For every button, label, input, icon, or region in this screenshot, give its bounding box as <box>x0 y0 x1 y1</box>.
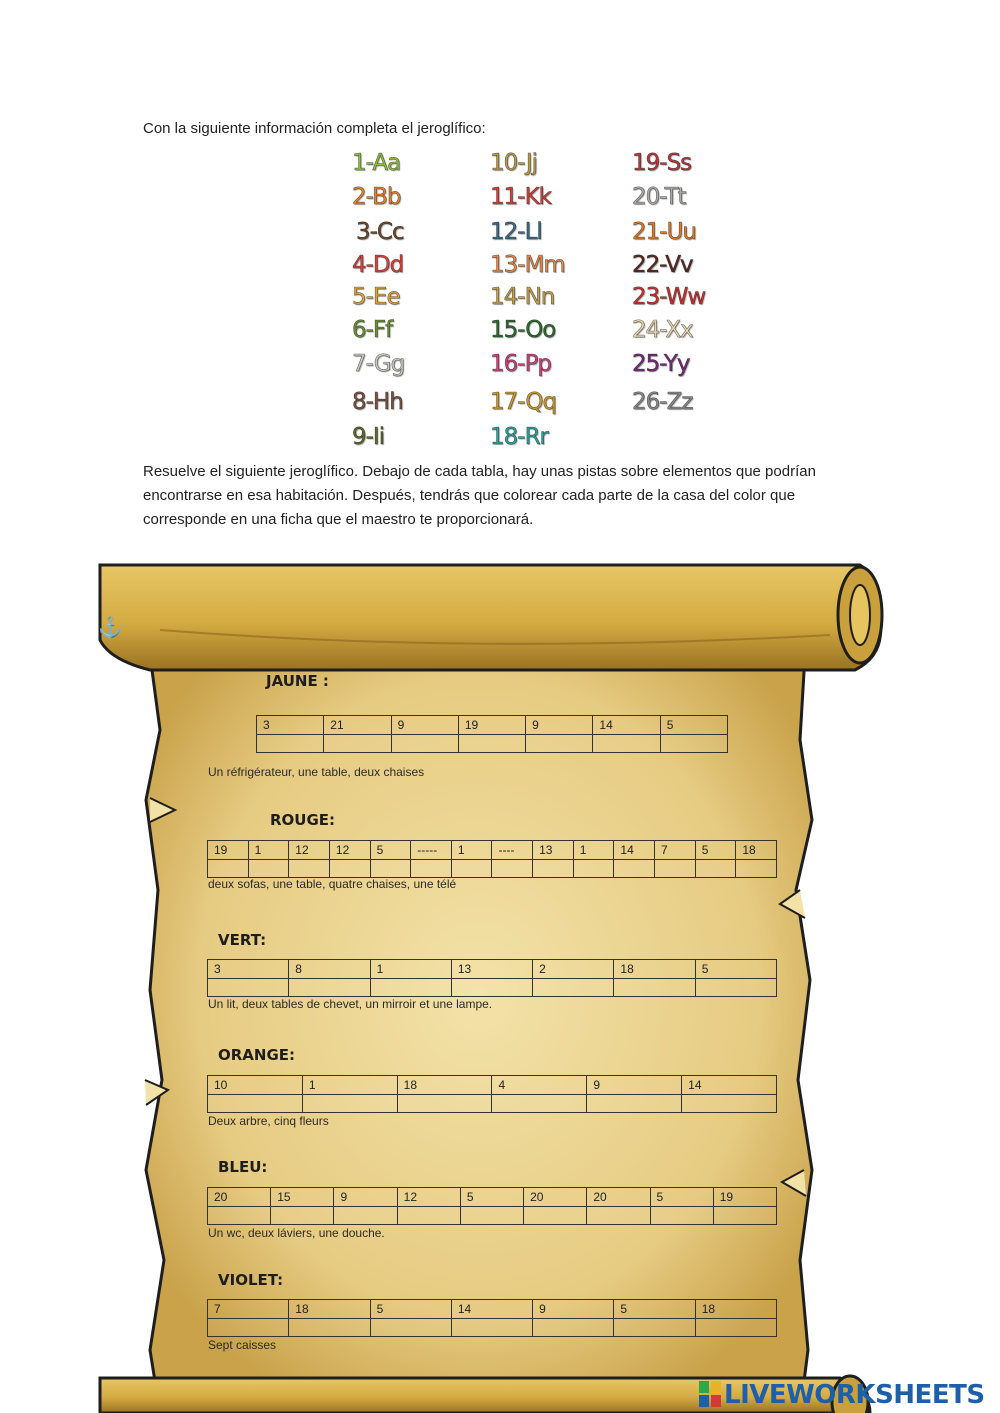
code-cell: 2 <box>533 960 614 979</box>
code-cell: 20 <box>524 1188 587 1207</box>
answer-cell[interactable] <box>533 979 614 997</box>
section-title: VIOLET: <box>218 1271 284 1289</box>
code-cell: 18 <box>289 1300 370 1319</box>
answer-cell[interactable] <box>271 1207 334 1225</box>
answer-cell[interactable] <box>695 1319 776 1337</box>
section-hint: deux sofas, une table, quatre chaises, une télé <box>208 877 457 891</box>
answer-cell[interactable] <box>208 1207 271 1225</box>
answer-cell[interactable] <box>736 860 777 878</box>
code-cell: 9 <box>526 716 593 735</box>
code-cell: 1 <box>370 960 451 979</box>
code-cell: 5 <box>460 1188 523 1207</box>
code-cell: 13 <box>533 841 574 860</box>
answer-cell[interactable] <box>391 735 458 753</box>
alphabet-entry: 4-Dd <box>352 252 404 278</box>
answer-cell[interactable] <box>713 1207 776 1225</box>
code-cell: 9 <box>533 1300 614 1319</box>
answer-cell[interactable] <box>451 860 492 878</box>
section-hint: Un wc, deux láviers, une douche. <box>208 1226 385 1240</box>
answer-cell[interactable] <box>614 860 655 878</box>
code-cell: 5 <box>660 716 727 735</box>
code-table <box>207 1075 777 1113</box>
alphabet-entry: 9-Ii <box>352 424 385 450</box>
answer-cell[interactable] <box>329 860 370 878</box>
code-cell: 9 <box>391 716 458 735</box>
answer-cell[interactable] <box>334 1207 397 1225</box>
code-table <box>256 715 728 753</box>
alphabet-entry: 20-Tt <box>632 184 686 210</box>
section-hint: Un lit, deux tables de chevet, un mirroir et une lampe. <box>208 997 493 1011</box>
alphabet-entry: 7-Gg <box>352 351 405 377</box>
section-hint: Sept caisses <box>208 1338 277 1352</box>
answer-cell[interactable] <box>682 1095 777 1113</box>
code-cell: 1 <box>573 841 614 860</box>
code-cell: 18 <box>736 841 777 860</box>
answer-cell[interactable] <box>370 860 411 878</box>
answer-cell[interactable] <box>587 1207 650 1225</box>
alphabet-entry: 8-Hh <box>352 389 403 415</box>
code-cell: 9 <box>587 1076 682 1095</box>
section-hint: Un réfrigérateur, une table, deux chaises <box>208 765 425 779</box>
section-title: ROUGE: <box>270 811 336 829</box>
alphabet-entry: 10-Jj <box>490 150 538 176</box>
code-cell: 1 <box>302 1076 397 1095</box>
liveworksheets-logo-icon <box>699 1381 721 1407</box>
answer-cell[interactable] <box>370 1319 451 1337</box>
code-cell: 21 <box>324 716 391 735</box>
code-cell: 3 <box>208 960 289 979</box>
answer-cell[interactable] <box>289 860 330 878</box>
answer-cell[interactable] <box>289 979 370 997</box>
answer-cell[interactable] <box>208 1319 289 1337</box>
alphabet-entry: 26-Zz <box>632 389 693 415</box>
code-cell: 5 <box>695 841 736 860</box>
code-cell: 12 <box>329 841 370 860</box>
code-table <box>207 1187 777 1225</box>
code-cell: 20 <box>587 1188 650 1207</box>
answer-cell[interactable] <box>451 1319 532 1337</box>
alphabet-entry: 1-Aa <box>352 150 401 176</box>
code-table <box>207 959 777 997</box>
answer-cell[interactable] <box>573 860 614 878</box>
code-cell: 5 <box>370 1300 451 1319</box>
answer-cell[interactable] <box>208 979 289 997</box>
alphabet-entry: 13-Mm <box>490 252 565 278</box>
answer-cell[interactable] <box>370 979 451 997</box>
code-cell: 19 <box>458 716 525 735</box>
answer-cell[interactable] <box>257 735 324 753</box>
answer-cell[interactable] <box>695 979 776 997</box>
alphabet-entry: 25-Yy <box>632 351 690 377</box>
code-cell: 4 <box>492 1076 587 1095</box>
answer-cell[interactable] <box>614 1319 695 1337</box>
code-cell: 19 <box>713 1188 776 1207</box>
liveworksheets-brand: LIVEWORKSHEETS <box>724 1380 985 1410</box>
instruction-text: Resuelve el siguiente jeroglífico. Debajo de cada tabla, hay unas pistas sobre elementos que podrían encontrarse en esa habitación. Después, tendrás que colorear cada parte de la casa del color que corresponde en una ficha que el maestro te proporcionará. <box>143 463 816 528</box>
answer-cell[interactable] <box>460 1207 523 1225</box>
answer-cell[interactable] <box>524 1207 587 1225</box>
alphabet-entry: 19-Ss <box>632 150 692 176</box>
code-table <box>207 1299 777 1337</box>
answer-cell[interactable] <box>208 860 249 878</box>
answer-cell[interactable] <box>533 1319 614 1337</box>
answer-cell[interactable] <box>302 1095 397 1113</box>
alphabet-entry: 24-Xx <box>632 317 693 343</box>
intro-text: Con la siguiente información completa el jeroglífico: <box>143 120 486 137</box>
answer-cell[interactable] <box>614 979 695 997</box>
code-table <box>207 840 777 878</box>
answer-cell[interactable] <box>458 735 525 753</box>
code-cell: ----- <box>411 841 452 860</box>
answer-cell[interactable] <box>324 735 391 753</box>
code-cell: 15 <box>271 1188 334 1207</box>
code-cell: 5 <box>695 960 776 979</box>
alphabet-entry: 18-Rr <box>490 424 549 450</box>
top-roll <box>100 565 881 670</box>
alphabet-entry: 2-Bb <box>352 184 401 210</box>
answer-cell[interactable] <box>593 735 660 753</box>
code-cell: 8 <box>289 960 370 979</box>
answer-cell[interactable] <box>492 860 533 878</box>
code-cell: 9 <box>334 1188 397 1207</box>
code-cell: 19 <box>208 841 249 860</box>
code-cell: 14 <box>682 1076 777 1095</box>
answer-cell[interactable] <box>526 735 593 753</box>
code-cell: 3 <box>257 716 324 735</box>
code-cell: 14 <box>593 716 660 735</box>
code-cell: 18 <box>397 1076 492 1095</box>
code-cell: 13 <box>451 960 532 979</box>
code-cell: ---- <box>492 841 533 860</box>
alphabet-entry: 6-Ff <box>352 317 393 343</box>
code-cell: 10 <box>208 1076 303 1095</box>
code-cell: 18 <box>614 960 695 979</box>
section-title: JAUNE : <box>266 672 329 690</box>
answer-cell[interactable] <box>289 1319 370 1337</box>
alphabet-entry: 16-Pp <box>490 351 552 377</box>
section-title: BLEU: <box>218 1158 268 1176</box>
code-cell: 7 <box>655 841 696 860</box>
code-cell: 5 <box>370 841 411 860</box>
answer-cell[interactable] <box>397 1207 460 1225</box>
alphabet-entry: 14-Nn <box>490 284 555 310</box>
anchor-icon: ⚓ <box>98 617 123 639</box>
alphabet-entry: 21-Uu <box>632 219 696 245</box>
section-title: VERT: <box>218 931 267 949</box>
answer-cell[interactable] <box>248 860 289 878</box>
alphabet-entry: 17-Qq <box>490 389 557 415</box>
alphabet-entry: 22-Vv <box>632 252 693 278</box>
answer-cell[interactable] <box>208 1095 303 1113</box>
code-cell: 5 <box>614 1300 695 1319</box>
answer-cell[interactable] <box>492 1095 587 1113</box>
alphabet-entry: 23-Ww <box>632 284 706 310</box>
alphabet-entry: 12-Ll <box>490 219 542 245</box>
code-cell: 7 <box>208 1300 289 1319</box>
answer-cell[interactable] <box>655 860 696 878</box>
code-cell: 1 <box>451 841 492 860</box>
code-cell: 14 <box>451 1300 532 1319</box>
code-cell: 14 <box>614 841 655 860</box>
answer-cell[interactable] <box>411 860 452 878</box>
code-cell: 12 <box>397 1188 460 1207</box>
alphabet-entry: 15-Oo <box>490 317 556 343</box>
answer-cell[interactable] <box>660 735 727 753</box>
alphabet-entry: 11-Kk <box>490 184 551 210</box>
code-cell: 18 <box>695 1300 776 1319</box>
code-cell: 20 <box>208 1188 271 1207</box>
answer-cell[interactable] <box>451 979 532 997</box>
answer-cell[interactable] <box>695 860 736 878</box>
answer-cell[interactable] <box>533 860 574 878</box>
answer-cell[interactable] <box>587 1095 682 1113</box>
alphabet-entry: 3-Cc <box>356 219 404 245</box>
section-hint: Deux arbre, cinq fleurs <box>208 1114 329 1128</box>
code-cell: 12 <box>289 841 330 860</box>
answer-cell[interactable] <box>397 1095 492 1113</box>
section-title: ORANGE: <box>218 1046 296 1064</box>
code-cell: 1 <box>248 841 289 860</box>
answer-cell[interactable] <box>650 1207 713 1225</box>
alphabet-entry: 5-Ee <box>352 284 400 310</box>
code-cell: 5 <box>650 1188 713 1207</box>
